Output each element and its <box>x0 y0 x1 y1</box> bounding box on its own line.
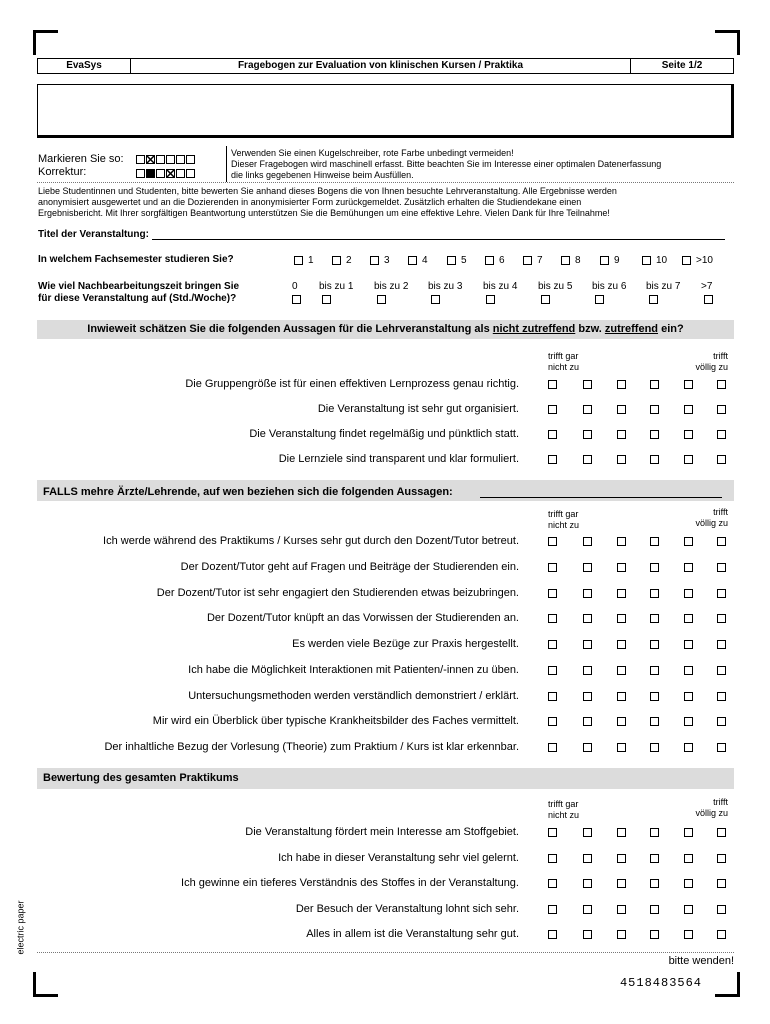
intro-line-2: anonymisiert ausgewertet und an die Dozierenden in anonymisierter Form zurückgemeldet. Zusätzlich erhalten die Studiendekane einen <box>38 197 582 207</box>
semester-checkbox[interactable] <box>485 256 494 265</box>
hours-checkbox[interactable] <box>595 295 604 304</box>
mark-label: Markieren Sie so: <box>38 153 124 165</box>
section1-rating-checkbox[interactable] <box>617 430 626 439</box>
instruction-line-2: Dieser Fragebogen wird maschinell erfasst. Bitte beachten Sie im Interesse einer optimalen Datenerfassung <box>231 159 662 169</box>
correct-example <box>136 165 226 177</box>
section1-rating-checkbox[interactable] <box>583 430 592 439</box>
section2-rating-checkbox[interactable] <box>650 563 659 572</box>
section3-rating-checkbox[interactable] <box>583 905 592 914</box>
section2-statement: Ich habe die Möglichkeit Interaktionen mit Patienten/-innen zu üben. <box>188 663 519 676</box>
section3-rating-checkbox[interactable] <box>717 905 726 914</box>
section3-rating-checkbox[interactable] <box>717 879 726 888</box>
section3-statement: Ich gewinne ein tieferes Verständnis des Stoffes in der Veranstaltung. <box>181 877 519 889</box>
section3-statement: Die Veranstaltung fördert mein Interesse am Stoffgebiet. <box>245 826 519 838</box>
hours-option-label: bis zu 3 <box>428 281 463 292</box>
section1-heading-applicable: zutreffend <box>604 323 659 335</box>
crop-mark-bottom-right <box>715 972 740 997</box>
section3-scale-left-1: trifft gar <box>548 799 579 809</box>
section2-rating-checkbox[interactable] <box>650 614 659 623</box>
title-field-input[interactable] <box>152 239 725 240</box>
section3-rating-checkbox[interactable] <box>548 854 557 863</box>
section3-rating-checkbox[interactable] <box>617 828 626 837</box>
mark-example <box>136 151 226 163</box>
section1-rating-checkbox[interactable] <box>548 380 557 389</box>
section3-scale-right-1: trifft <box>713 797 728 807</box>
section2-rating-checkbox[interactable] <box>548 692 557 701</box>
section2-rating-checkbox[interactable] <box>548 640 557 649</box>
section3-statement: Alles in allem ist die Veranstaltung sehr gut. <box>306 928 519 940</box>
section2-statement: Ich werde während des Praktikums / Kurses sehr gut durch den Dozent/Tutor betreut. <box>103 535 519 547</box>
section3-rating-checkbox[interactable] <box>617 879 626 888</box>
section1-heading <box>37 323 734 336</box>
section2-rating-checkbox[interactable] <box>717 614 726 623</box>
intro-line-1: Liebe Studentinnen und Studenten, bitte bewerten Sie anhand dieses Bogens die von Ihnen besuchte Lehrveranstaltung. Alle Ergebnisse werden <box>38 186 617 196</box>
semester-option-label: 7 <box>537 255 543 266</box>
section2-rating-checkbox[interactable] <box>548 743 557 752</box>
section3-rating-checkbox[interactable] <box>583 854 592 863</box>
section2-rating-checkbox[interactable] <box>684 743 693 752</box>
header-title: Fragebogen zur Evaluation von klinischen Kursen / Praktika <box>130 58 631 74</box>
section1-rating-checkbox[interactable] <box>684 405 693 414</box>
section2-rating-checkbox[interactable] <box>583 743 592 752</box>
semester-option-label: 8 <box>575 255 581 266</box>
section1-rating-checkbox[interactable] <box>684 430 693 439</box>
section2-rating-checkbox[interactable] <box>717 692 726 701</box>
turn-page-note: bitte wenden! <box>668 955 734 967</box>
section1-rating-checkbox[interactable] <box>650 380 659 389</box>
example-box-empty-icon <box>166 155 175 164</box>
section1-rating-checkbox[interactable] <box>717 380 726 389</box>
section2-statement: Mir wird ein Überblick über typische Krankheitsbilder des Faches vermittelt. <box>152 715 519 728</box>
section1-scale-left-2: nicht zu <box>548 362 580 372</box>
semester-checkbox[interactable] <box>523 256 532 265</box>
section2-rating-checkbox[interactable] <box>583 640 592 649</box>
semester-checkbox[interactable] <box>370 256 379 265</box>
section2-rating-checkbox[interactable] <box>617 589 626 598</box>
section2-rating-checkbox[interactable] <box>617 666 626 675</box>
section1-rating-checkbox[interactable] <box>583 380 592 389</box>
section1-rating-checkbox[interactable] <box>548 405 557 414</box>
section3-rating-checkbox[interactable] <box>717 854 726 863</box>
form-code: 4518483564 <box>619 976 702 990</box>
section2-statement: Der Dozent/Tutor ist sehr engagiert den Studierenden etwas beizubringen. <box>156 586 519 599</box>
semester-option-label: 9 <box>614 255 620 266</box>
section2-rating-checkbox[interactable] <box>684 614 693 623</box>
section2-rating-checkbox[interactable] <box>548 563 557 572</box>
example-box-empty-icon <box>186 169 195 178</box>
section1-rating-checkbox[interactable] <box>617 380 626 389</box>
section3-rating-checkbox[interactable] <box>650 930 659 939</box>
example-box-empty-icon <box>176 169 185 178</box>
section1-scale-right-1: trifft <box>713 351 728 361</box>
hours-question-line-1: Wie viel Nachbearbeitungszeit bringen Sie <box>38 281 240 292</box>
example-box-empty-icon <box>156 169 165 178</box>
hours-checkbox[interactable] <box>486 295 495 304</box>
section3-statement: Ich habe in dieser Veranstaltung sehr viel gelernt. <box>278 851 519 864</box>
crop-mark-top-right <box>715 30 740 55</box>
section2-statement: Es werden viele Bezüge zur Praxis hergestellt. <box>292 638 519 650</box>
section1-rating-checkbox[interactable] <box>717 455 726 464</box>
hours-checkbox[interactable] <box>431 295 440 304</box>
side-label: electric paper <box>15 900 26 955</box>
semester-option-label: 4 <box>422 255 428 266</box>
semester-option-label: 2 <box>346 255 352 266</box>
section3-rating-checkbox[interactable] <box>684 905 693 914</box>
section1-rating-checkbox[interactable] <box>684 380 693 389</box>
hours-option-label: bis zu 5 <box>538 281 573 292</box>
section2-statement: Untersuchungsmethoden werden verständlich demonstriert / erklärt. <box>188 689 519 702</box>
semester-checkbox[interactable] <box>561 256 570 265</box>
section3-rating-checkbox[interactable] <box>548 905 557 914</box>
hours-question-line-2: für diese Veranstaltung auf (Std./Woche)? <box>38 293 237 304</box>
semester-checkbox[interactable] <box>408 256 417 265</box>
section3-rating-checkbox[interactable] <box>650 828 659 837</box>
semester-option-label: 5 <box>461 255 467 266</box>
header-app: EvaSys <box>37 58 131 74</box>
section2-rating-checkbox[interactable] <box>650 692 659 701</box>
section2-rating-checkbox[interactable] <box>583 589 592 598</box>
instruction-rule <box>37 182 734 183</box>
section2-rating-checkbox[interactable] <box>583 666 592 675</box>
section1-rating-checkbox[interactable] <box>548 430 557 439</box>
section1-heading-mid: bzw. <box>578 323 602 335</box>
section2-scale-right-2: völlig zu <box>695 518 728 528</box>
section2-rating-checkbox[interactable] <box>617 537 626 546</box>
section2-rating-checkbox[interactable] <box>717 717 726 726</box>
section2-rating-checkbox[interactable] <box>684 589 693 598</box>
section2-rating-checkbox[interactable] <box>583 717 592 726</box>
semester-question: In welchem Fachsemester studieren Sie? <box>38 254 234 265</box>
section1-scale-left-1: trifft gar <box>548 351 579 361</box>
semester-checkbox[interactable] <box>682 256 691 265</box>
section2-rating-checkbox[interactable] <box>617 717 626 726</box>
section1-rating-checkbox[interactable] <box>617 405 626 414</box>
section2-statement: Der Dozent/Tutor geht auf Fragen und Beiträge der Studierenden ein. <box>180 560 519 573</box>
example-box-empty-icon <box>176 155 185 164</box>
section1-rating-checkbox[interactable] <box>583 405 592 414</box>
section2-rating-checkbox[interactable] <box>650 717 659 726</box>
section3-rating-checkbox[interactable] <box>583 828 592 837</box>
footer-rule <box>37 952 734 953</box>
example-box-empty-icon <box>156 155 165 164</box>
intro-line-3: Ergebnisbericht. Mit Ihrer sorgfältigen Beantwortung unterstützen Sie die Bemühungen um eine effektive Lehre. Vielen Dank für Ihre Teilnahme! <box>38 208 610 218</box>
section2-scale-left-1: trifft gar <box>548 509 579 519</box>
section3-rating-checkbox[interactable] <box>548 930 557 939</box>
section2-heading-fill-line <box>480 497 722 498</box>
section2-scale-right-1: trifft <box>713 507 728 517</box>
example-box-filled-icon <box>146 169 155 178</box>
section2-rating-checkbox[interactable] <box>684 666 693 675</box>
section2-statement: Der Dozent/Tutor knüpft an das Vorwissen der Studierenden an. <box>206 612 519 625</box>
title-field-label: Titel der Veranstaltung: <box>38 229 149 240</box>
section2-rating-checkbox[interactable] <box>583 614 592 623</box>
section2-rating-checkbox[interactable] <box>684 537 693 546</box>
section1-rating-checkbox[interactable] <box>717 430 726 439</box>
section1-rating-checkbox[interactable] <box>717 405 726 414</box>
section3-rating-checkbox[interactable] <box>650 854 659 863</box>
instruction-line-3: die links gegebenen Hinweise beim Ausfüllen. <box>231 170 414 180</box>
section3-rating-checkbox[interactable] <box>684 854 693 863</box>
hours-option-label: bis zu 2 <box>374 281 409 292</box>
section2-rating-checkbox[interactable] <box>650 537 659 546</box>
section1-rating-checkbox[interactable] <box>583 455 592 464</box>
hours-option-label: bis zu 6 <box>592 281 627 292</box>
section2-rating-checkbox[interactable] <box>617 614 626 623</box>
section2-rating-checkbox[interactable] <box>617 692 626 701</box>
section3-heading: Bewertung des gesamten Praktikums <box>43 772 239 784</box>
section2-rating-checkbox[interactable] <box>617 743 626 752</box>
semester-checkbox[interactable] <box>294 256 303 265</box>
header-page: Seite 1/2 <box>630 58 734 74</box>
semester-option-label: 1 <box>308 255 314 266</box>
section2-rating-checkbox[interactable] <box>717 589 726 598</box>
hours-option-label: bis zu 1 <box>319 281 354 292</box>
section2-rating-checkbox[interactable] <box>548 537 557 546</box>
section3-rating-checkbox[interactable] <box>583 879 592 888</box>
section3-rating-checkbox[interactable] <box>717 828 726 837</box>
section2-rating-checkbox[interactable] <box>650 589 659 598</box>
example-box-crossed-icon <box>166 169 175 178</box>
section2-rating-checkbox[interactable] <box>717 666 726 675</box>
section3-statement: Der Besuch der Veranstaltung lohnt sich sehr. <box>295 902 519 915</box>
section2-rating-checkbox[interactable] <box>717 640 726 649</box>
semester-option-label: 6 <box>499 255 505 266</box>
example-box-empty-icon <box>136 169 145 178</box>
section3-scale-left-2: nicht zu <box>548 810 580 820</box>
section2-rating-checkbox[interactable] <box>717 537 726 546</box>
section1-statement: Die Lernziele sind transparent und klar formuliert. <box>278 453 519 465</box>
hours-option-label: bis zu 4 <box>483 281 518 292</box>
semester-checkbox[interactable] <box>332 256 341 265</box>
section2-rating-checkbox[interactable] <box>548 589 557 598</box>
section1-statement: Die Veranstaltung findet regelmäßig und pünktlich statt. <box>249 428 519 440</box>
semester-option-label: 10 <box>656 255 668 266</box>
semester-option-label: 3 <box>384 255 390 266</box>
hours-checkbox[interactable] <box>541 295 550 304</box>
section1-heading-prefix: Inwieweit schätzen Sie die folgenden Aussagen für die Lehrveranstaltung als <box>87 323 490 335</box>
section1-rating-checkbox[interactable] <box>650 405 659 414</box>
section3-rating-checkbox[interactable] <box>684 879 693 888</box>
instruction-divider <box>226 146 227 182</box>
section3-rating-checkbox[interactable] <box>684 930 693 939</box>
section2-rating-checkbox[interactable] <box>684 640 693 649</box>
example-box-empty-icon <box>136 155 145 164</box>
section3-rating-checkbox[interactable] <box>617 930 626 939</box>
section2-rating-checkbox[interactable] <box>548 666 557 675</box>
section3-rating-checkbox[interactable] <box>548 879 557 888</box>
example-box-empty-icon <box>186 155 195 164</box>
semester-option-label: >10 <box>696 255 713 266</box>
section1-rating-checkbox[interactable] <box>617 455 626 464</box>
hours-option-label: >7 <box>701 281 713 292</box>
section3-rating-checkbox[interactable] <box>617 905 626 914</box>
section3-rating-checkbox[interactable] <box>650 905 659 914</box>
section2-rating-checkbox[interactable] <box>717 563 726 572</box>
section2-rating-checkbox[interactable] <box>650 640 659 649</box>
section1-scale-right-2: völlig zu <box>695 362 728 372</box>
section1-rating-checkbox[interactable] <box>684 455 693 464</box>
semester-checkbox[interactable] <box>447 256 456 265</box>
section2-rating-checkbox[interactable] <box>617 640 626 649</box>
section2-rating-checkbox[interactable] <box>548 717 557 726</box>
section2-rating-checkbox[interactable] <box>684 692 693 701</box>
section3-rating-checkbox[interactable] <box>650 879 659 888</box>
hours-checkbox[interactable] <box>704 295 713 304</box>
section1-rating-checkbox[interactable] <box>650 430 659 439</box>
section1-statement: Die Veranstaltung ist sehr gut organisiert. <box>317 403 519 415</box>
semester-checkbox[interactable] <box>642 256 651 265</box>
section2-rating-checkbox[interactable] <box>684 717 693 726</box>
section2-rating-checkbox[interactable] <box>617 563 626 572</box>
section1-rating-checkbox[interactable] <box>650 455 659 464</box>
section2-rating-checkbox[interactable] <box>583 692 592 701</box>
hours-checkbox[interactable] <box>649 295 658 304</box>
correct-label: Korrektur: <box>38 166 87 178</box>
crop-mark-top-left <box>33 30 58 55</box>
section2-rating-checkbox[interactable] <box>548 614 557 623</box>
section2-scale-left-2: nicht zu <box>548 520 580 530</box>
section2-rating-checkbox[interactable] <box>684 563 693 572</box>
hours-checkbox[interactable] <box>377 295 386 304</box>
section3-rating-checkbox[interactable] <box>684 828 693 837</box>
section1-heading-not-applicable: nicht zutreffend <box>492 323 576 335</box>
section1-heading-suffix: ein? <box>661 323 684 335</box>
section1-rating-checkbox[interactable] <box>548 455 557 464</box>
example-box-crossed-icon <box>146 155 155 164</box>
section2-heading: FALLS mehre Ärzte/Lehrende, auf wen beziehen sich die folgenden Aussagen: <box>43 486 453 498</box>
hours-checkbox[interactable] <box>322 295 331 304</box>
hours-option-label: bis zu 7 <box>646 281 681 292</box>
section2-rating-checkbox[interactable] <box>650 666 659 675</box>
section3-rating-checkbox[interactable] <box>583 930 592 939</box>
section3-rating-checkbox[interactable] <box>717 930 726 939</box>
section3-rating-checkbox[interactable] <box>617 854 626 863</box>
section2-statement: Der inhaltliche Bezug der Vorlesung (Theorie) zum Praktium / Kurs ist klar erkennbar. <box>104 741 519 753</box>
crop-mark-bottom-left <box>33 972 58 997</box>
instruction-line-1: Verwenden Sie einen Kugelschreiber, rote Farbe unbedingt vermeiden! <box>231 148 514 158</box>
hours-option-label: 0 <box>292 281 298 292</box>
semester-checkbox[interactable] <box>600 256 609 265</box>
section2-rating-checkbox[interactable] <box>650 743 659 752</box>
section2-rating-checkbox[interactable] <box>717 743 726 752</box>
section3-scale-right-2: völlig zu <box>695 808 728 818</box>
section3-rating-checkbox[interactable] <box>548 828 557 837</box>
section2-rating-checkbox[interactable] <box>583 563 592 572</box>
hours-checkbox[interactable] <box>292 295 301 304</box>
section2-rating-checkbox[interactable] <box>583 537 592 546</box>
label-box <box>37 84 734 138</box>
section1-statement: Die Gruppengröße ist für einen effektiven Lernprozess genau richtig. <box>185 378 519 390</box>
